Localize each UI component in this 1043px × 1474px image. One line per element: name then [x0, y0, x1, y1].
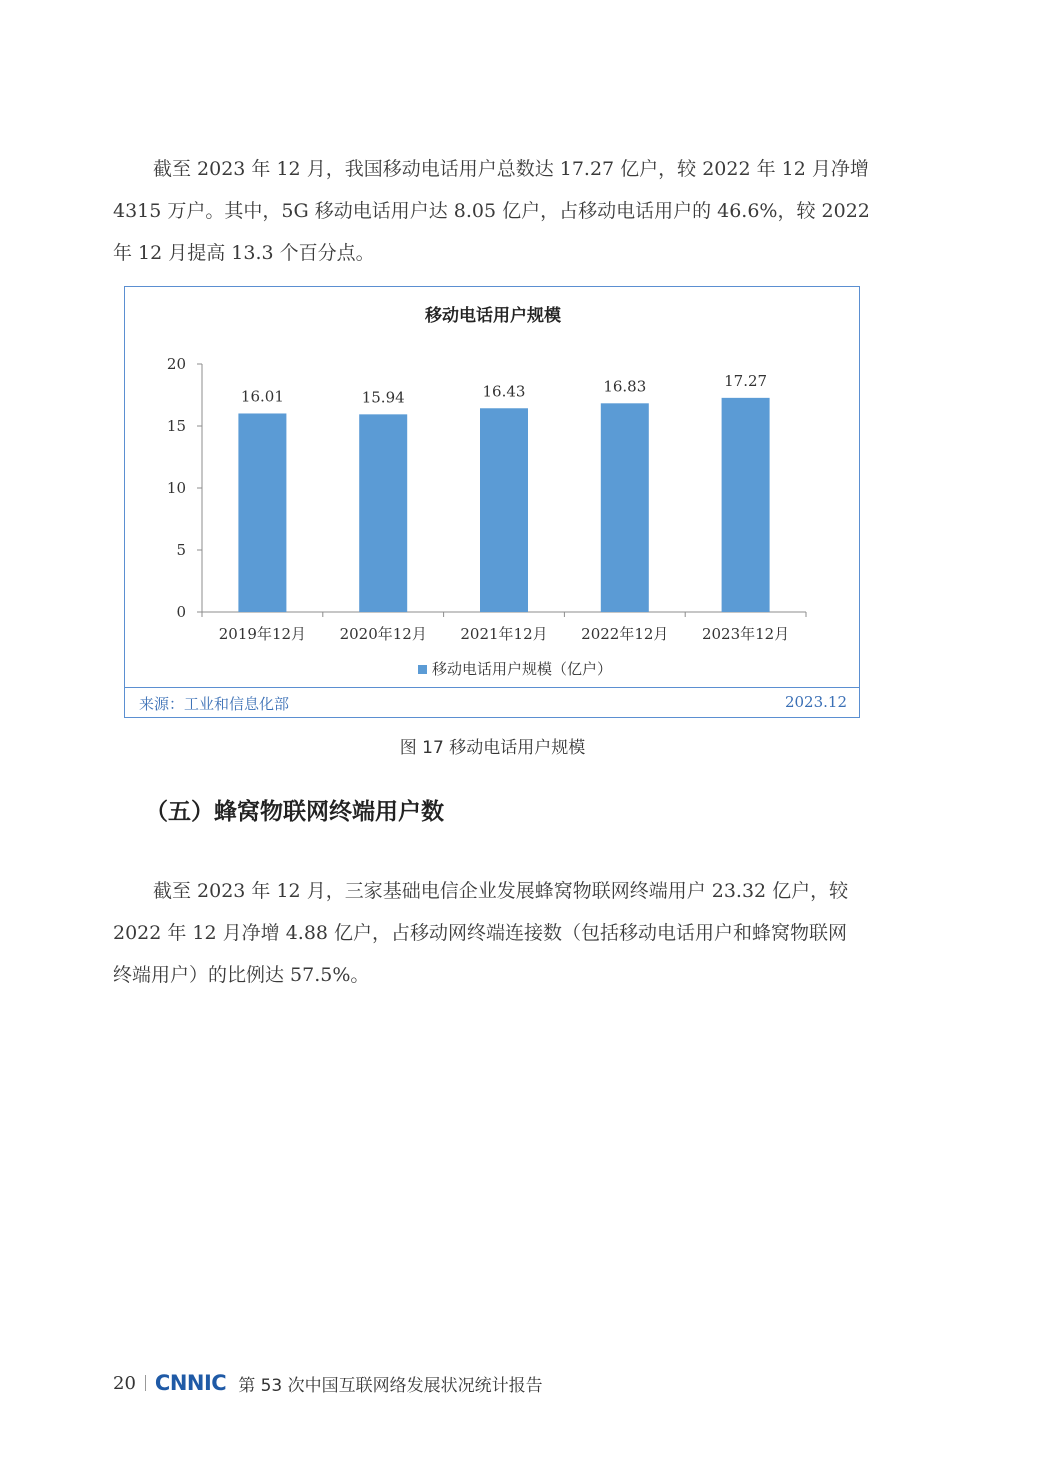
- paragraph-line: 4315 万户。其中，5G 移动电话用户达 8.05 亿户，占移动电话用户的 46.6%，较 2022: [113, 200, 870, 222]
- bar: [722, 398, 770, 612]
- legend-label: 移动电话用户规模（亿户）: [432, 660, 613, 678]
- y-tick-label: 20: [166, 355, 186, 373]
- data-label: 16.01: [240, 387, 284, 406]
- y-tick-label: 5: [176, 541, 186, 559]
- category-label: 2023年12月: [701, 625, 790, 643]
- bar: [359, 414, 407, 612]
- data-label: 17.27: [724, 371, 768, 390]
- page-footer: [113, 1368, 543, 1398]
- bar: [601, 403, 649, 612]
- category-label: 2021年12月: [460, 625, 548, 643]
- bar: [480, 408, 528, 612]
- section-heading: （五）蜂窝物联网终端用户数: [145, 799, 444, 825]
- category-label: 2022年12月: [581, 625, 669, 643]
- report-title: 第 53 次中国互联网络发展状况统计报告: [238, 1375, 543, 1396]
- figure-caption: 图 17 移动电话用户规模: [399, 738, 586, 758]
- bar-chart: [125, 287, 861, 687]
- cnnic-logo: CNNIC: [154, 1371, 227, 1395]
- intro-paragraph: [113, 148, 875, 274]
- page-number: 20: [113, 1372, 136, 1394]
- data-label: 15.94: [361, 388, 405, 407]
- source-label: 来源：工业和信息化部: [139, 695, 290, 713]
- data-label: 16.83: [603, 377, 647, 396]
- chart-date: 2023.12: [784, 693, 847, 711]
- legend-swatch: [418, 665, 427, 674]
- chart-title: 移动电话用户规模: [425, 306, 561, 326]
- category-label: 2020年12月: [339, 625, 427, 643]
- y-tick-label: 0: [176, 603, 186, 621]
- paragraph-line: 2022 年 12 月净增 4.88 亿户，占移动网终端连接数（包括移动电话用户和蜂窝物联网: [113, 922, 848, 944]
- paragraph-line: 截至 2023 年 12 月，三家基础电信企业发展蜂窝物联网终端用户 23.32 亿户，较: [153, 880, 849, 902]
- paragraph-line: 截至 2023 年 12 月，我国移动电话用户总数达 17.27 亿户，较 2022 年 12 月净增: [153, 158, 869, 180]
- chart-frame: [124, 286, 860, 718]
- footer-divider: [145, 1375, 146, 1391]
- y-tick-label: 10: [166, 479, 186, 497]
- category-label: 2019年12月: [218, 625, 307, 643]
- iot-paragraph: [113, 870, 875, 996]
- paragraph-line: 终端用户）的比例达 57.5%。: [113, 964, 370, 986]
- paragraph-line: 年 12 月提高 13.3 个百分点。: [113, 242, 375, 264]
- y-tick-label: 15: [166, 417, 186, 435]
- data-label: 16.43: [482, 382, 526, 401]
- chart-footer: [125, 687, 859, 717]
- bar: [238, 413, 286, 612]
